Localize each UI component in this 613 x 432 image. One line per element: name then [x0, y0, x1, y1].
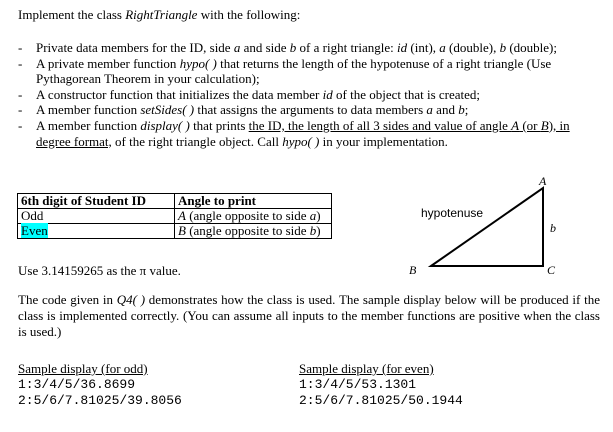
sample-even-line-1: 1:3/4/5/53.1301 — [299, 377, 417, 392]
requirement-display: - A member function display( ) that prints the ID, the length of all 3 sides and value of angle A (or B), in degree format, of the right triangle object. Call hypo( ) in your implementation. — [18, 117, 570, 149]
class-name: RightTriangle — [125, 7, 198, 22]
sample-odd-title: Sample display (for odd) — [18, 361, 148, 376]
requirement-hypo: - A private member function hypo( ) that returns the length of the hypotenuse of a right triangle (Use Pythagorean Theorem in your calculation); — [18, 55, 552, 87]
pi-note: Use 3.14159265 as the π value. — [18, 263, 181, 278]
sample-odd-line-1: 1:3/4/5/36.8699 — [18, 377, 136, 392]
intro-line — [18, 7, 300, 23]
highlighted-even: Even — [21, 223, 48, 238]
label-hypotenuse: hypotenuse — [421, 206, 484, 220]
usage-paragraph: The code given in Q4( ) demonstrates how the class is used. The sample display below will be produced if the class is implemented correctly. (You can assume all inputs to the member functions are positive when the class is used.) — [18, 292, 600, 339]
student-id-table — [17, 193, 332, 239]
sample-even-line-2: 2:5/6/7.81025/50.1944 — [299, 393, 463, 408]
label-vertex-C: C — [547, 263, 556, 277]
sample-even-title: Sample display (for even) — [299, 361, 434, 376]
table-header-digit: 6th digit of Student ID — [18, 194, 175, 209]
triangle-shape — [431, 188, 543, 266]
label-side-b: b — [550, 221, 556, 235]
intro-prefix: Implement the class — [18, 7, 126, 22]
table-cell-digit — [18, 224, 175, 239]
table-header-row — [18, 194, 332, 209]
bullet-dash: - — [18, 55, 23, 71]
label-vertex-B: B — [409, 263, 417, 277]
label-vertex-A: A — [539, 175, 547, 188]
table-header-angle: Angle to print — [175, 194, 332, 209]
table-row — [18, 224, 332, 239]
sample-odd-line-2: 2:5/6/7.81025/39.8056 — [18, 393, 182, 408]
requirement-data-members: - Private data members for the ID, side a and side b of a right triangle: id (int), a (double), b (double); — [18, 40, 557, 55]
table-row — [18, 209, 332, 224]
bullet-dash: - — [18, 102, 23, 118]
bullet-dash: - — [18, 117, 23, 133]
intro-suffix: with the following: — [197, 7, 301, 22]
right-triangle-diagram — [405, 175, 595, 280]
bullet-dash: - — [18, 86, 23, 102]
requirements-list — [18, 40, 603, 149]
bullet-dash: - — [18, 40, 23, 55]
table-cell-angle: A (angle opposite to side a) — [175, 209, 332, 224]
requirement-setsides: - A member function setSides( ) that assigns the arguments to data members a and b; — [18, 102, 469, 118]
requirement-constructor: - A constructor function that initializes the data member id of the object that is created; — [18, 86, 481, 102]
table-cell-digit: Odd — [18, 209, 175, 224]
table-cell-angle: B (angle opposite to side b) — [175, 224, 332, 239]
